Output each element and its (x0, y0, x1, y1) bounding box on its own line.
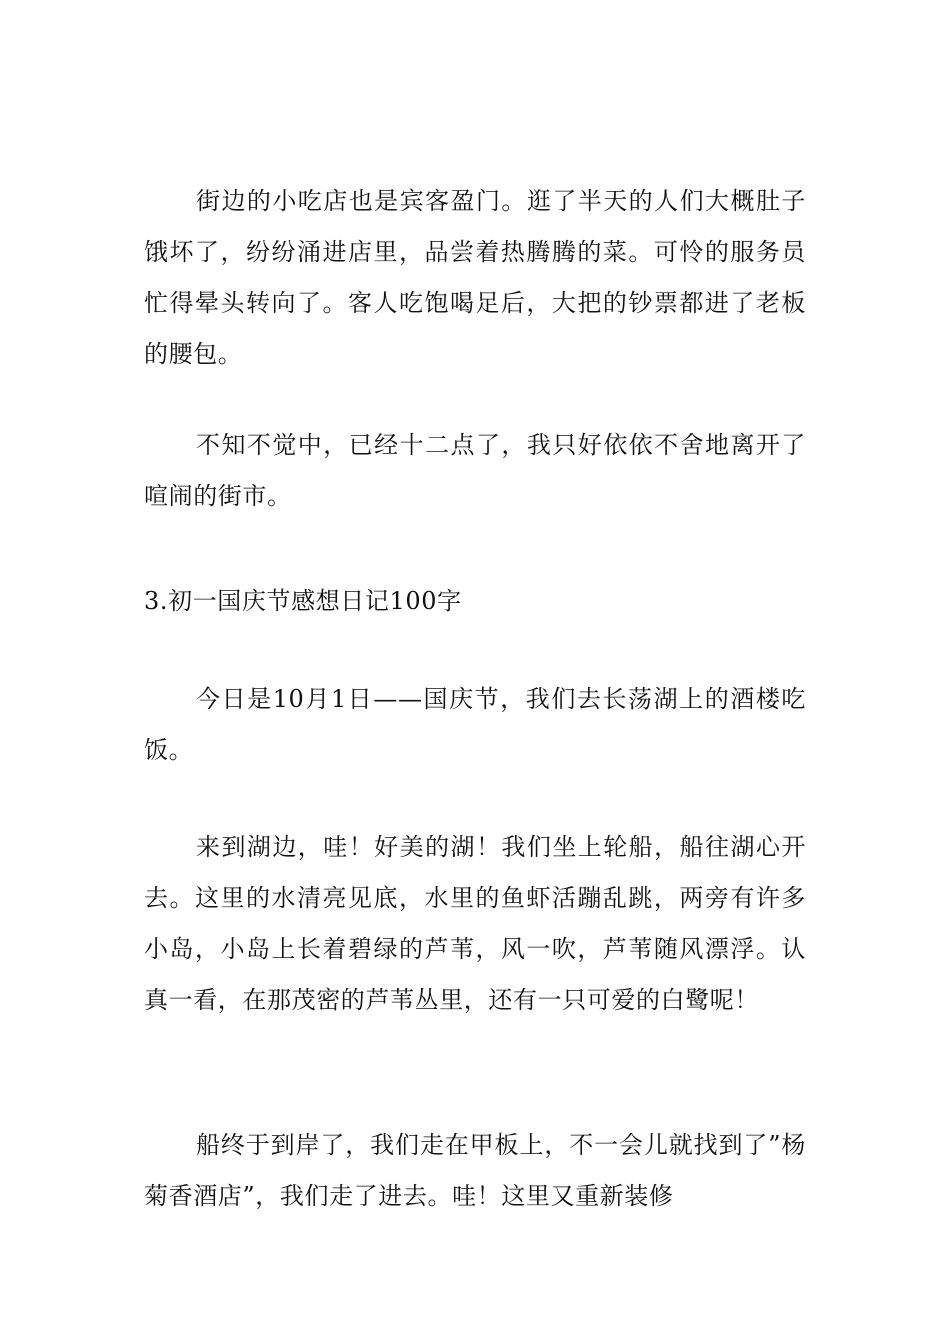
paragraph-restaurant: 船终于到岸了，我们走在甲板上，不一会儿就找到了”杨菊香酒店”，我们走了进去。哇！这里又重新装修 (144, 1131, 806, 1210)
paragraph-leaving-market: 不知不觉中，已经十二点了，我只好依依不舍地离开了喧闹的街市。 (144, 431, 806, 510)
paragraph-national-day: 今日是10月1日——国庆节，我们去长荡湖上的酒楼吃饭。 (144, 685, 806, 764)
paragraph-lake-trip: 来到湖边，哇！好美的湖！我们坐上轮船，船往湖心开去。这里的水清亮见底，水里的鱼虾活蹦乱跳，两旁有许多小岛，小岛上长着碧绿的芦苇，风一吹，芦苇随风漂浮。认真一看，在那茂密的芦苇丛里，还有一只可爱的白鹭呢！ (144, 833, 806, 1014)
section-heading: 3.初一国庆节感想日记100字 (144, 587, 462, 615)
paragraph-snack-shops: 街边的小吃店也是宾客盈门。逛了半天的人们大概肚子饿坏了，纷纷涌进店里，品尝着热腾腾的菜。可怜的服务员忙得晕头转向了。客人吃饱喝足后，大把的钞票都进了老板的腰包。 (144, 187, 806, 368)
